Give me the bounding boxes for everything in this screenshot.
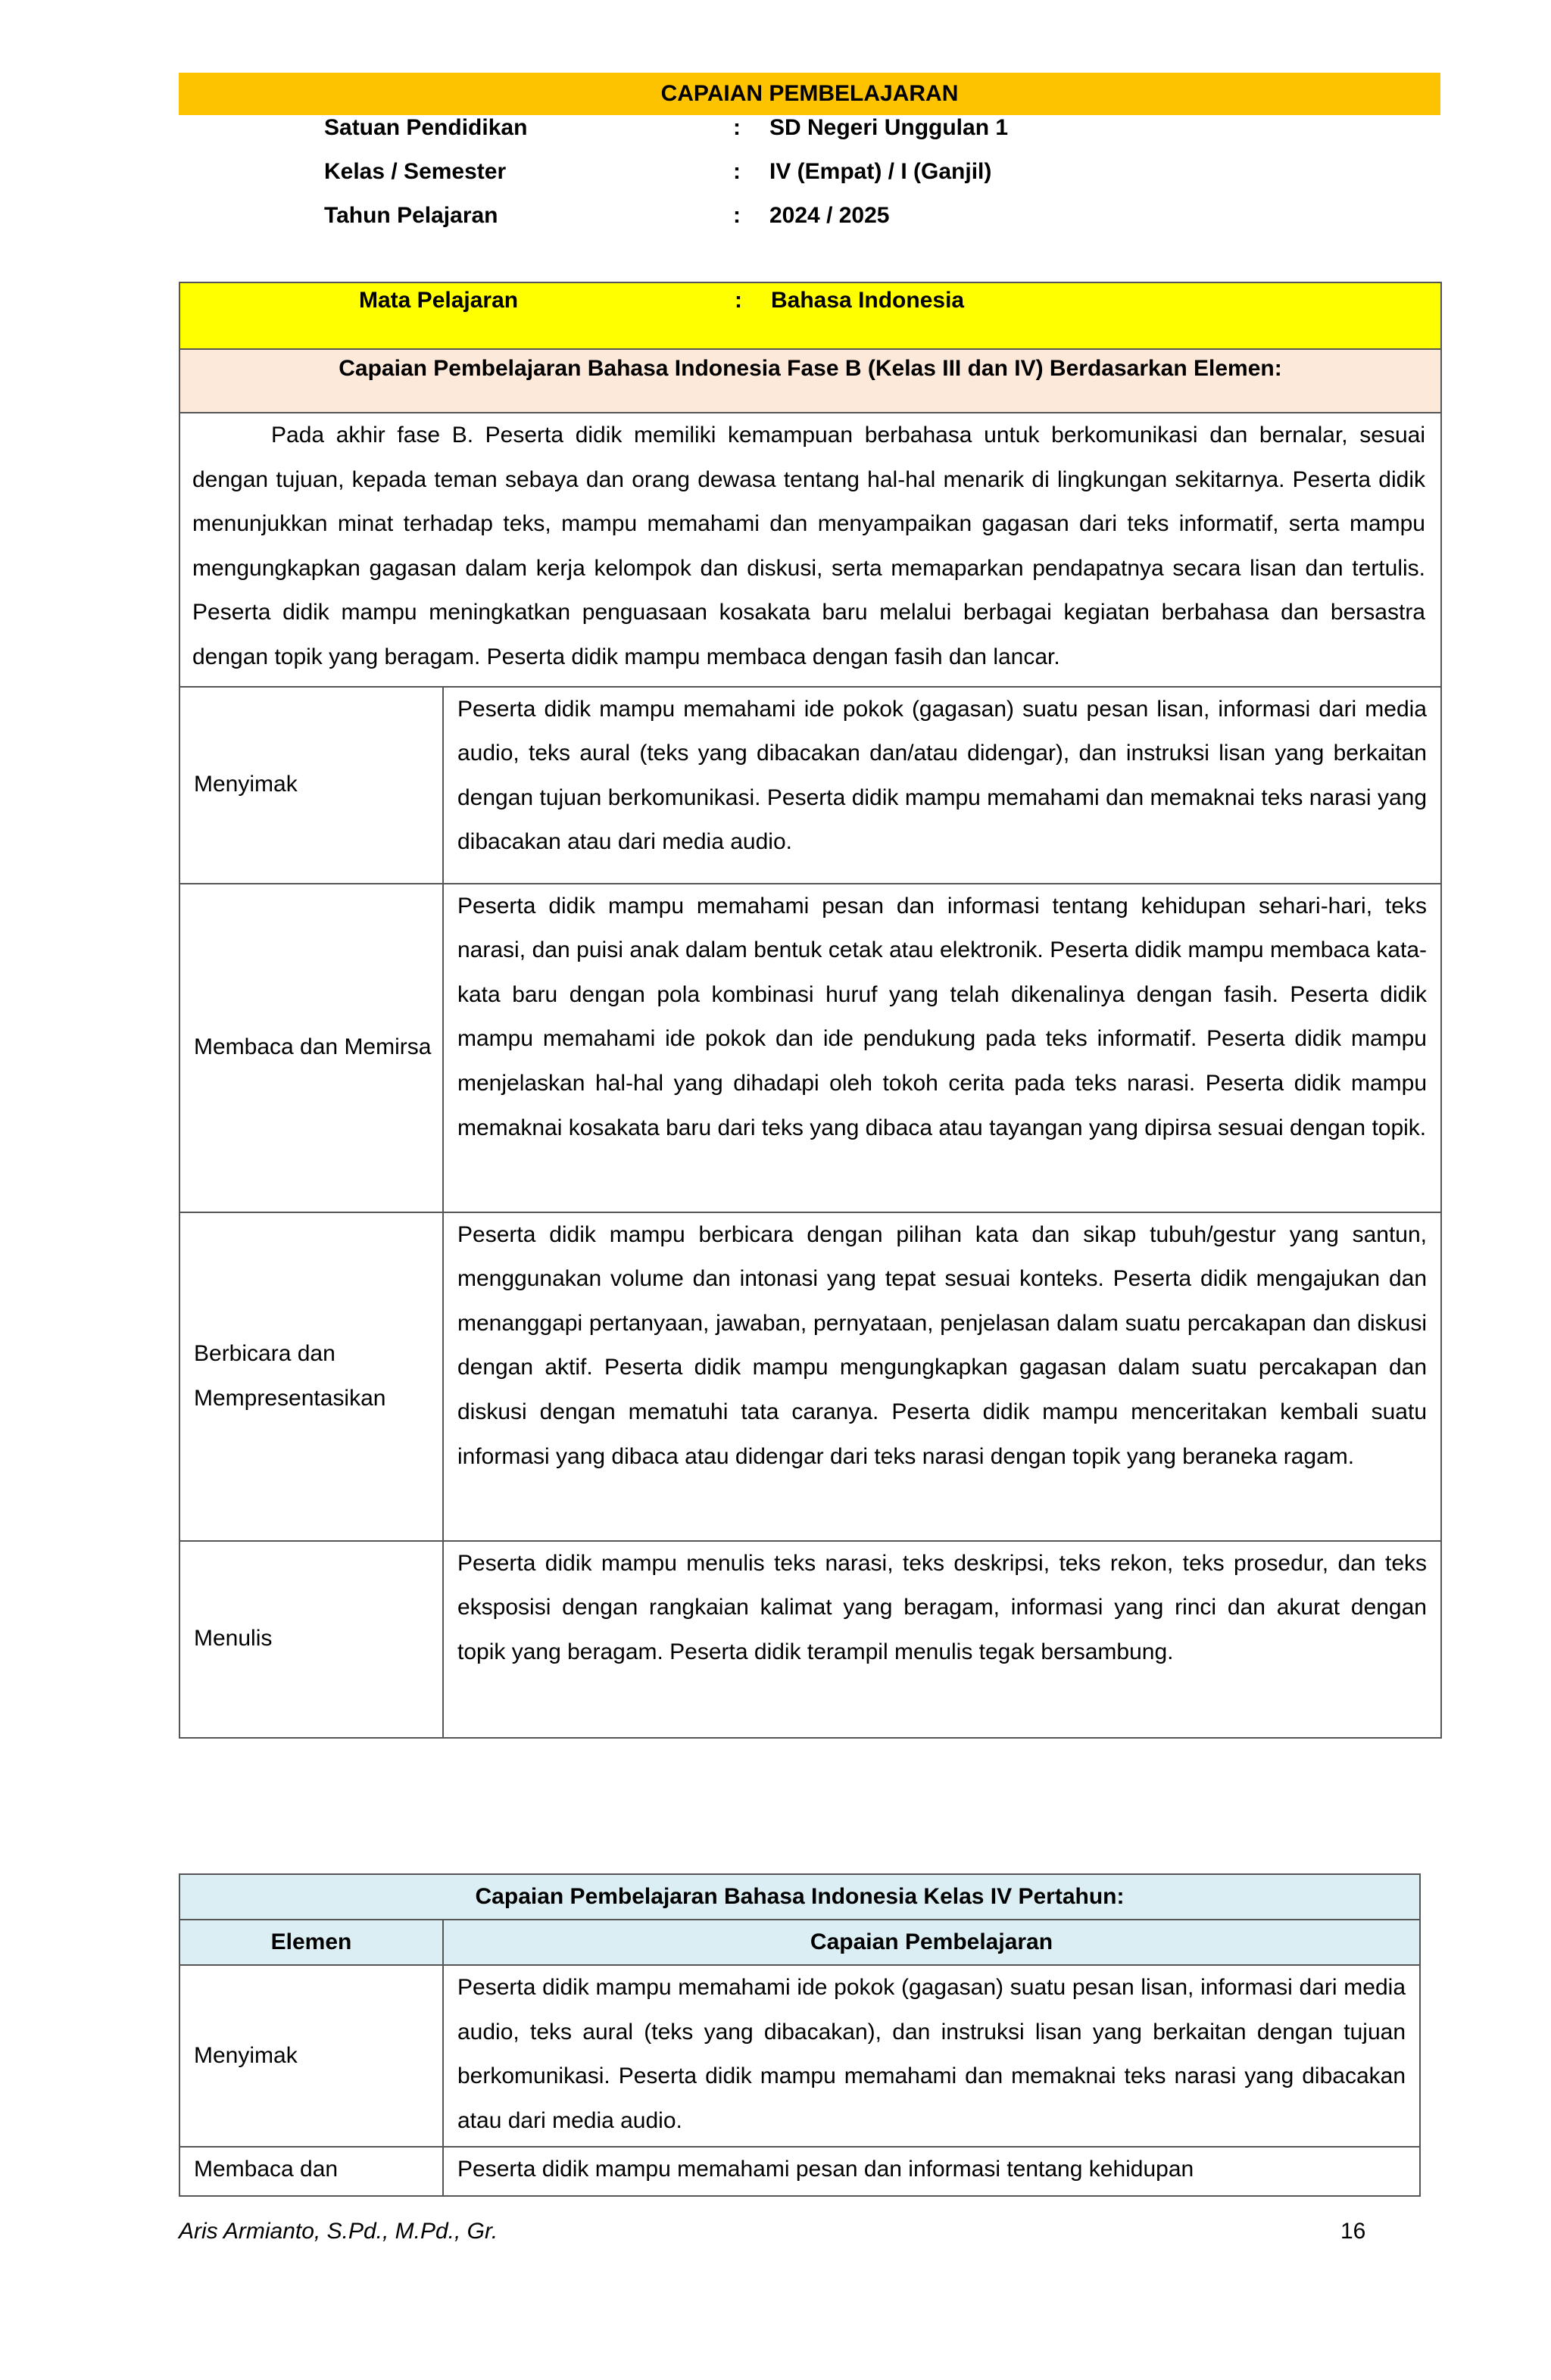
info-label-school: Satuan Pendidikan [324,115,528,140]
info-label-year: Tahun Pelajaran [324,203,498,228]
fase-title: Capaian Pembelajaran Bahasa Indonesia Fase B (Kelas III dan IV) Berdasarkan Elemen: [179,349,1441,413]
info-colon: : [733,115,741,140]
fase-b-table [179,282,1442,1739]
column-header-element: Elemen [179,1920,443,1965]
info-value-year: 2024 / 2025 [769,203,890,228]
element-name: Menyimak [179,687,443,884]
subject-label: Mata Pelajaran [359,288,519,313]
info-value-school: SD Negeri Unggulan 1 [769,115,1009,140]
element-text: Peserta didik mampu menulis teks narasi, teks deskripsi, teks rekon, teks prosedur, dan teks eksposisi dengan rangkaian kalimat yang beragam, informasi yang rinci dan akurat dengan topik yang beragam. Peserta didik terampil menulis tegak bersambung. [443,1541,1441,1738]
fase-intro: Pada akhir fase B. Peserta didik memiliki kemampuan berbahasa untuk berkomunikasi dan bernalar, sesuai dengan tujuan, kepada teman sebaya dan orang dewasa tentang hal-hal menarik di lingkungan sekitarnya. Peserta didik menunjukkan minat terhadap teks, mampu memahami dan menyampaikan gagasan dari teks informatif, serta mampu mengungkapkan gagasan dalam kerja kelompok dan diskusi, serta memaparkan pendapatnya secara lisan dan tertulis. Peserta didik mampu meningkatkan penguasaan kosakata baru melalui berbagai kegiatan berbahasa dan bersastra dengan topik yang beragam. Peserta didik mampu membaca dengan fasih dan lancar. [192,423,1425,669]
pertahun-title: Capaian Pembelajaran Bahasa Indonesia Kelas IV Pertahun: [179,1874,1420,1920]
element-name: Berbicara dan Mempresentasikan [179,1212,443,1541]
page-title: CAPAIAN PEMBELAJARAN [179,73,1440,115]
element-text: Peserta didik mampu memahami pesan dan informasi tentang kehidupan sehari-hari, teks narasi, dan puisi anak dalam bentuk cetak atau elektronik. Peserta didik mampu membaca kata-kata baru dengan pola kombinasi huruf yang telah dikenalinya dengan fasih. Peserta didik mampu memahami ide pokok dan ide pendukung pada teks informatif. Peserta didik mampu menjelaskan hal-hal yang dihadapi oleh tokoh cerita pada teks narasi. Peserta didik mampu memaknai kosakata baru dari teks yang dibaca atau tayangan yang dipirsa sesuai dengan topik. [443,884,1441,1212]
info-colon: : [733,203,741,228]
info-value-class: IV (Empat) / I (Ganjil) [769,159,992,184]
info-colon: : [733,159,741,184]
element-name: Menyimak [179,1965,443,2147]
element-name: Membaca dan Memirsa [179,884,443,1212]
pertahun-table [179,1873,1421,2197]
element-text: Peserta didik mampu memahami pesan dan informasi tentang kehidupan [443,2147,1420,2196]
subject-value: Bahasa Indonesia [771,288,965,313]
page-number: 16 [1340,2219,1366,2244]
element-text: Peserta didik mampu memahami ide pokok (gagasan) suatu pesan lisan, informasi dari media audio, teks aural (teks yang dibacakan dan/atau didengar), dan instruksi lisan yang berkaitan dengan tujuan berkomunikasi. Peserta didik mampu memahami dan memaknai teks narasi yang dibacakan atau dari media audio. [443,687,1441,884]
element-name: Membaca dan [179,2147,443,2196]
fase-intro-cell [179,413,1441,687]
subject-colon: : [735,288,742,313]
info-label-class: Kelas / Semester [324,159,507,184]
element-name: Menulis [179,1541,443,1738]
column-header-capaian: Capaian Pembelajaran [443,1920,1420,1965]
footer-author: Aris Armianto, S.Pd., M.Pd., Gr. [179,2219,498,2244]
element-text: Peserta didik mampu memahami ide pokok (gagasan) suatu pesan lisan, informasi dari media audio, teks aural (teks yang dibacakan), dan instruksi lisan yang berkaitan dengan tujuan berkomunikasi. Peserta didik mampu memahami dan memaknai teks narasi yang dibacakan atau dari media audio. [443,1965,1420,2147]
subject-row [179,282,1441,349]
element-text: Peserta didik mampu berbicara dengan pilihan kata dan sikap tubuh/gestur yang santun, menggunakan volume dan intonasi yang tepat sesuai konteks. Peserta didik mengajukan dan menanggapi pertanyaan, jawaban, pernyataan, penjelasan dalam suatu percakapan dan diskusi dengan aktif. Peserta didik mampu mengungkapkan gagasan dalam suatu percakapan dan diskusi dengan mematuhi tata caranya. Peserta didik mampu menceritakan kembali suatu informasi yang dibaca atau didengar dari teks narasi dengan topik yang beraneka ragam. [443,1212,1441,1541]
